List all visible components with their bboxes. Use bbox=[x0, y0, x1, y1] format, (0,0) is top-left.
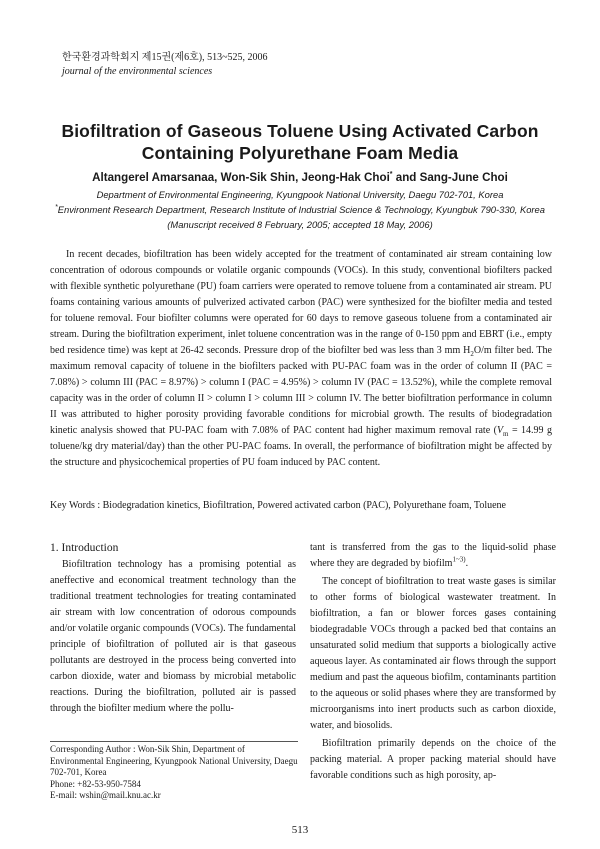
author-list bbox=[40, 171, 560, 184]
left-column bbox=[50, 540, 296, 717]
abstract bbox=[50, 247, 552, 471]
intro-paragraph-2: The concept of biofiltration to treat waste gases is similar to other forms of biological wastewater treatment. In biofiltration, a fan or blower forces gases containing biodegradable VOCs through a packed bed that contains an unsaturated solid medium that supports a biologically active aqueous layer. As contaminated air flows through the support medium and past the aqueous biofilm, contaminants partition to the aqueous or solid phases where they are transformed by microorganisms into inert products such as carbon dioxide, water, and biosolids. bbox=[310, 576, 556, 731]
vm-symbol: V bbox=[496, 425, 504, 436]
footnote-phone: Phone: +82-53-950-7584 bbox=[50, 778, 141, 789]
abstract-paragraph bbox=[50, 247, 552, 471]
h2o-subscript: 2 bbox=[470, 350, 474, 358]
authors-part-b: and Sang-June Choi bbox=[392, 171, 508, 184]
corresponding-author-footnote bbox=[50, 741, 298, 802]
authors-part-a: Altangerel Amarsanaa, Won-Sik Shin, Jeong-Hak Choi bbox=[92, 171, 390, 184]
article-title bbox=[40, 120, 560, 164]
affiliation-mark: * bbox=[55, 203, 58, 211]
continued-end: . bbox=[465, 558, 469, 569]
corresponding-mark: * bbox=[389, 171, 393, 179]
journal-citation: 한국환경과학회지 제15권(제6호), 513~525, 2006 bbox=[62, 52, 268, 63]
abstract-text-3: = 14.99 g toluene/kg dry material/day) than the other PU-PAC foams. In overall, the performance of biofiltration might be affected by the structure and physicochemical properties of PU foam induced by PAC content. bbox=[50, 425, 552, 468]
title-line-1: Biofiltration of Gaseous Toluene Using Activated Carbon bbox=[61, 121, 539, 141]
abstract-text-2: O/m filter bed. The maximum removal capacity of toluene in the biofilters packed with PU-PAC foam was in the order of column II (PAC = 7.08%) > column III (PAC = 8.97%) > column I (PAC = 4.95%) > column IV (PAC = 13.52%), while the complete removal capacity was in the order of column II > column I > column III > column IV. The better biofiltration performance in column II was attributed to higher porosity providing favorable conditions for microbial growth. The results of biodegradation kinetic analysis showed that PU-PAC foam with 7.08% of PAC content had higher maximum removal rate ( bbox=[50, 345, 552, 436]
continued-text: tant is transferred from the gas to the liquid-solid phase where they are degraded by biofilm bbox=[310, 542, 556, 569]
page-number: 513 bbox=[291, 824, 309, 836]
intro-paragraph-1-continued bbox=[310, 540, 556, 572]
title-line-2: Containing Polyurethane Foam Media bbox=[141, 143, 459, 163]
intro-paragraph-1: Biofiltration technology has a promising potential as aneffective and economical treatment technology than the traditional treatment technologies for treating contaminated air stream with low concentration of odorous compounds and/or volatile organic compounds (VOCs). The fundamental principle of biofiltration of polluted air is that gaseous pollutants are destroyed in the process being converted into carbon dioxide, water and biomass by microbial metabolic reactions. During the biofiltration, polluted air is passed through the biofilter medium where the pollu- bbox=[50, 559, 296, 714]
abstract-text-1: In recent decades, biofiltration has been widely accepted for the treatment of contaminated air stream containing low concentration of odorous compounds or volatile organic compounds (VOCs). In this study, conventional biofilters packed with flexible synthetic polyurethane (PU) foam carriers were operated to remove toluene from a contaminated air stream. PU foams containing various amounts of pulverized activated carbon (PAC) were synthesized for the biofilter media and tested for toluene removal. Four biofilter columns were operated for 60 days to remove gaseous toluene from a contaminated air stream. During the biofiltration experiment, inlet toluene concentration was in the range of 0-150 ppm and EBRT (i.e., empty bed residence time) was kept at 26-42 seconds. Pressure drop of the biofilter bed was less than 3 mm H bbox=[50, 249, 552, 356]
manuscript-dates: (Manuscript received 8 February, 2005; accepted 18 May, 2006) bbox=[167, 219, 433, 230]
right-column bbox=[310, 540, 556, 784]
section-heading-introduction: 1. Introduction bbox=[50, 542, 119, 554]
affiliation-institute bbox=[30, 203, 570, 216]
affiliation-department: Department of Environmental Engineering, Kyungpook National University, Daegu 702-701, Korea bbox=[96, 189, 504, 200]
affiliation-institute-text: Environment Research Department, Research Institute of Industrial Science & Technology, Kyungbuk 790-330, Korea bbox=[57, 204, 545, 215]
intro-paragraph-3: Biofiltration primarily depends on the choice of the packing material. A proper packing material should have favorable conditions such as high porosity, ap- bbox=[310, 738, 556, 781]
journal-name: journal of the environmental sciences bbox=[62, 66, 213, 77]
journal-header bbox=[62, 51, 268, 79]
reference-marker: 1~3) bbox=[452, 555, 466, 564]
footnote-author: Corresponding Author : Won-Sik Shin, Department of Environmental Engineering, Kyungpook National University, Daegu 702-701, Korea bbox=[50, 744, 298, 777]
footnote-email: E-mail: wshin@mail.knu.ac.kr bbox=[50, 790, 161, 800]
vm-subscript: m bbox=[503, 430, 509, 438]
keywords: Key Words : Biodegradation kinetics, Biofiltration, Powered activated carbon (PAC), Polyurethane foam, Toluene bbox=[50, 500, 506, 511]
